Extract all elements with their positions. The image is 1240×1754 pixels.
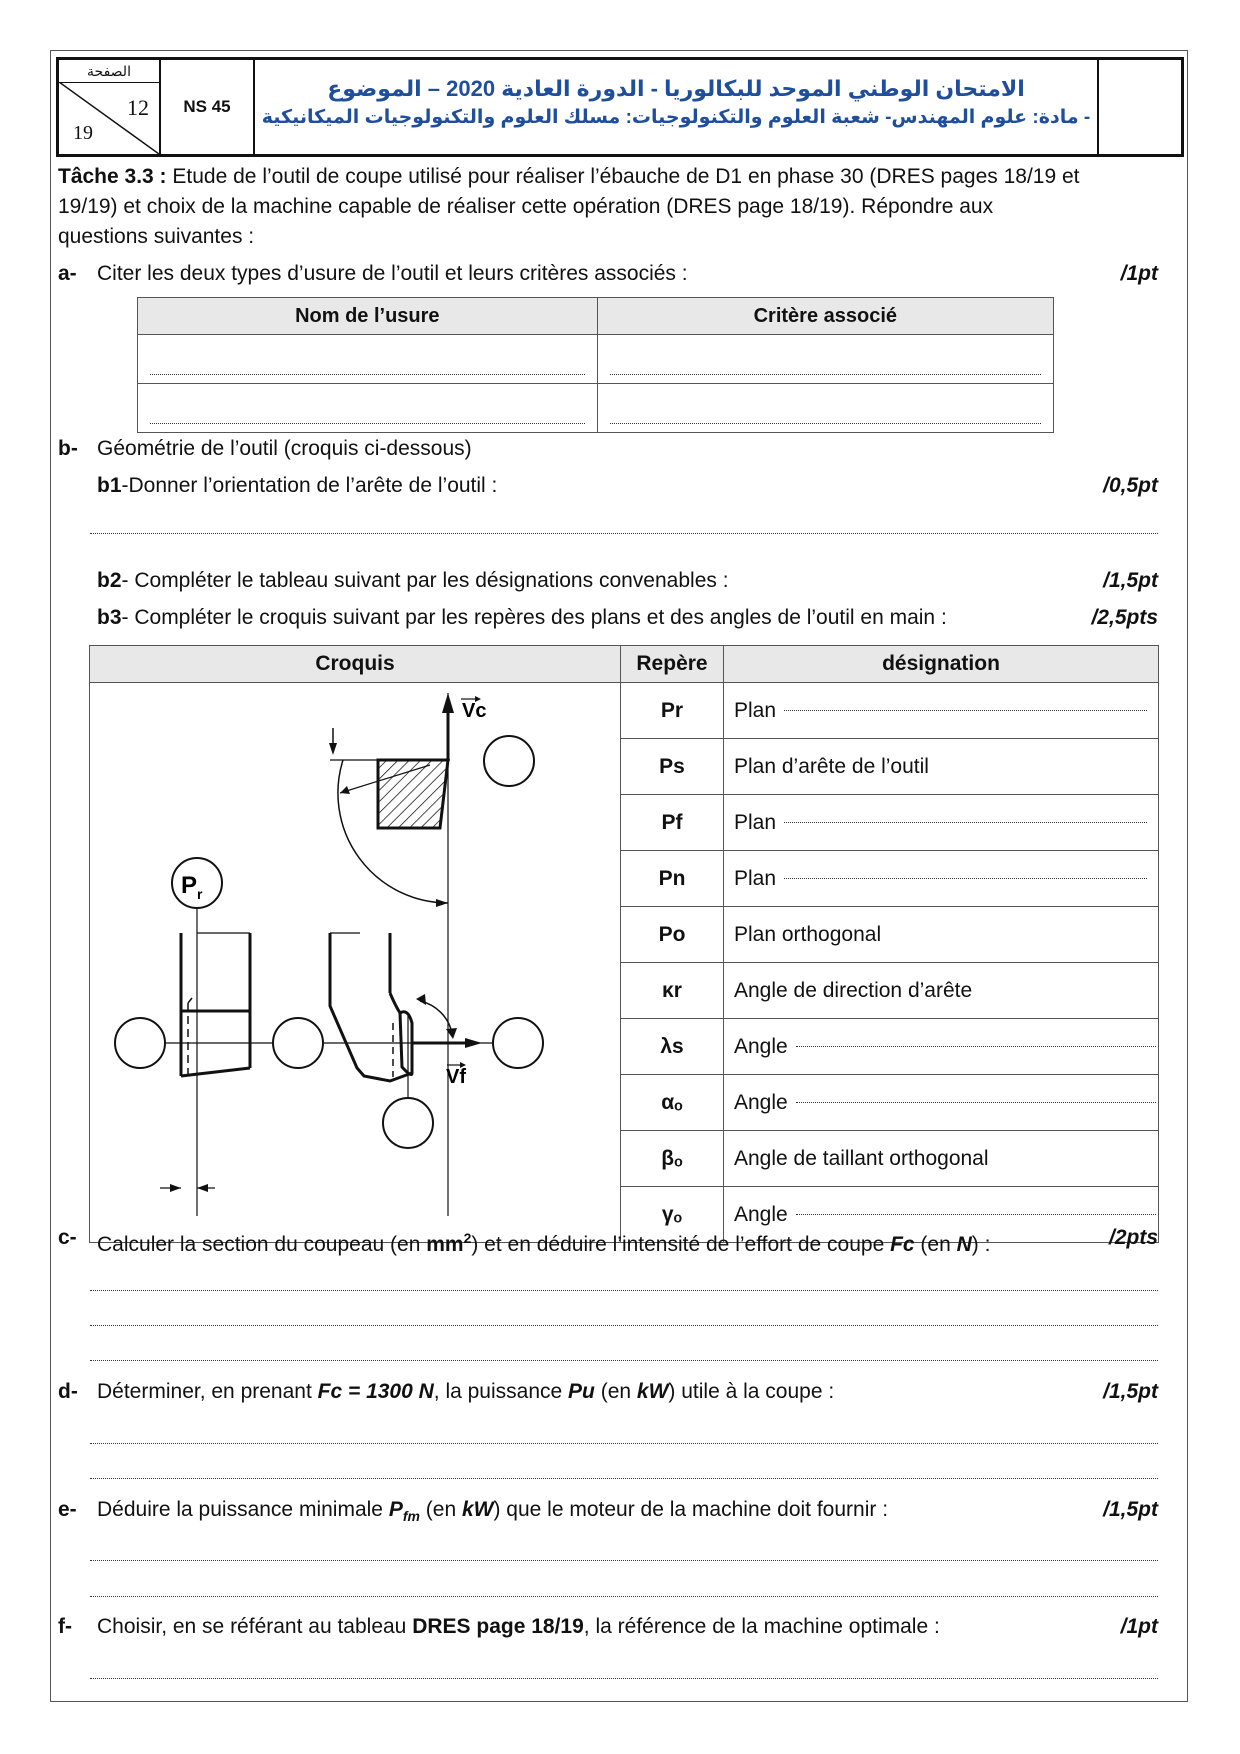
q-b1-points: /0,5pt [1103, 474, 1158, 497]
des-pn-blank[interactable] [784, 878, 1147, 879]
rep-kr: κr [621, 963, 724, 1019]
tool-sketch [90, 683, 618, 1221]
title-line-1: الامتحان الوطني الموحد للبكالوريا - الدورة العادية 2020 – الموضوع [327, 76, 1025, 101]
answer-line-c-1[interactable] [90, 1290, 1158, 1291]
wear-col-name: Nom de l’usure [138, 298, 598, 335]
wear-table [137, 297, 1054, 433]
answer-line-d-2[interactable] [90, 1478, 1158, 1479]
des-pr-text: Plan [734, 698, 777, 722]
q-c-points: /2pts [1108, 1226, 1158, 1249]
rep-pn: Pn [621, 851, 724, 907]
blank-circle-mid[interactable] [273, 1018, 323, 1068]
pr-letter: P [181, 872, 198, 899]
q-e-text-c: ) que le moteur de la machine doit fournir : [493, 1498, 889, 1521]
q-c-n: N [956, 1233, 972, 1256]
wear-name-input-2[interactable] [138, 384, 598, 433]
wear-name-input-1[interactable] [138, 335, 598, 384]
q-d-text-a: Déterminer, en prenant [97, 1380, 318, 1403]
page-number: 12 [127, 95, 149, 120]
q-e-points: /1,5pt [1103, 1498, 1158, 1521]
exam-header [56, 57, 1184, 157]
task-intro [58, 162, 1168, 252]
exam-code: NS 45 [161, 60, 255, 154]
des-ps: Plan d’arête de l’outil [724, 739, 1159, 795]
tool-geometry-table [89, 645, 1159, 1243]
q-f-label: f- [58, 1615, 72, 1638]
q-d-text-d: ) utile à la coupe : [668, 1380, 835, 1403]
des-pr[interactable] [724, 683, 1159, 739]
vf-label: Vf [446, 1066, 466, 1088]
des-alpha-o[interactable] [724, 1075, 1159, 1131]
tool-sketch-cell [90, 683, 621, 1243]
q-c-text-b: ) et en déduire l’intensité de l’effort de coupe [471, 1233, 891, 1256]
q-b3 [97, 603, 947, 633]
q-b3-text: - Compléter le croquis suivant par les repères des plans et des angles de l’outil en main : [121, 606, 947, 629]
q-e-text-a: Déduire la puissance minimale [97, 1498, 389, 1521]
q-d-kw: kW [636, 1380, 669, 1403]
rep-pf: Pf [621, 795, 724, 851]
q-e-kw: kW [461, 1498, 494, 1521]
q-e-psub: fm [402, 1508, 420, 1525]
page-number-box [59, 60, 161, 154]
q-e-label: e- [58, 1498, 77, 1521]
answer-line-f-1[interactable] [90, 1678, 1158, 1679]
q-d-text-c: (en [594, 1380, 637, 1403]
q-b2 [97, 566, 729, 596]
tool-bottom-outline [330, 933, 412, 1081]
blank-circle-top[interactable] [484, 736, 534, 786]
q-f-text [97, 1612, 940, 1642]
q-f-dres: DRES page 18/19 [412, 1615, 584, 1638]
des-alpha-o-blank[interactable] [796, 1102, 1156, 1103]
q-d-pu: Pu [568, 1380, 595, 1403]
des-pn-text: Plan [734, 866, 777, 890]
exam-title [255, 60, 1099, 154]
q-b-label: b- [58, 437, 78, 460]
q-a-points: /1pt [1120, 262, 1158, 285]
rep-ps: Ps [621, 739, 724, 795]
rep-gamma-o: γₒ [621, 1187, 724, 1243]
des-pf[interactable] [724, 795, 1159, 851]
wear-col-criterion: Critère associé [597, 298, 1053, 335]
answer-line-c-3[interactable] [90, 1360, 1158, 1361]
q-b3-points: /2,5pts [1091, 606, 1158, 629]
vc-label: Vc [462, 700, 487, 722]
q-c-label: c- [58, 1226, 77, 1249]
des-alpha-o-text: Angle [734, 1090, 788, 1114]
des-kr: Angle de direction d’arête [724, 963, 1159, 1019]
q-d-fc: Fc = 1300 N [317, 1380, 434, 1403]
des-gamma-o-blank[interactable] [796, 1214, 1156, 1215]
q-c-text-c: (en [914, 1233, 957, 1256]
q-b2-label: b2 [97, 569, 122, 592]
q-c-sup: 2 [463, 1230, 472, 1246]
q-b3-label: b3 [97, 606, 122, 629]
rep-beta-o: βₒ [621, 1131, 724, 1187]
q-e-text-b: (en [419, 1498, 462, 1521]
des-pr-blank[interactable] [784, 710, 1147, 711]
task-line-3: questions suivantes : [58, 225, 255, 248]
col-repere: Repère [621, 646, 724, 683]
des-gamma-o-text: Angle [734, 1202, 788, 1226]
q-b2-text: - Compléter le tableau suivant par les désignations convenables : [121, 569, 729, 592]
des-pn[interactable] [724, 851, 1159, 907]
header-blank-cell [1099, 60, 1181, 154]
page-total: 19 [73, 122, 93, 144]
q-b1 [97, 471, 497, 501]
pr-subscript: r [197, 886, 203, 902]
answer-line-d-1[interactable] [90, 1443, 1158, 1444]
title-line-2: - مادة: علوم المهندس- شعبة العلوم والتكنولوجيات: مسلك العلوم والتكنولوجيات الميكانيكية [261, 107, 1091, 128]
task-line-2: 19/19) et choix de la machine capable de réaliser cette opération (DRES page 18/19). Répondre aux [58, 195, 994, 218]
col-croquis: Croquis [90, 646, 621, 683]
q-d-text-b: , la puissance [433, 1380, 569, 1403]
blank-circle-left[interactable] [115, 1018, 165, 1068]
col-designation: désignation [724, 646, 1159, 683]
q-f-points: /1pt [1120, 1615, 1158, 1638]
answer-line-e-2[interactable] [90, 1596, 1158, 1597]
q-d-text [97, 1377, 834, 1407]
wear-criterion-input-1[interactable] [597, 335, 1053, 384]
q-c-text-d: ) : [971, 1233, 991, 1256]
des-lambda-s[interactable] [724, 1019, 1159, 1075]
q-b1-label: b1 [97, 474, 122, 497]
rep-pr: Pr [621, 683, 724, 739]
q-b2-points: /1,5pt [1103, 569, 1158, 592]
blank-circle-bottom[interactable] [383, 1098, 433, 1148]
q-e-p: P [388, 1498, 403, 1521]
des-lambda-s-blank[interactable] [796, 1046, 1156, 1047]
angle-arc-bottom [420, 1001, 452, 1033]
des-beta-o: Angle de taillant orthogonal [724, 1131, 1159, 1187]
q-b-text: Géométrie de l’outil (croquis ci-dessous) [97, 437, 472, 460]
q-e-text [97, 1495, 888, 1531]
q-c-fc: Fc [890, 1233, 915, 1256]
q-c-text [97, 1223, 990, 1260]
des-po: Plan orthogonal [724, 907, 1159, 963]
q-c-unit: mm [426, 1233, 464, 1256]
task-label: Tâche 3.3 : [58, 165, 167, 188]
q-f-text-b: , la référence de la machine optimale : [583, 1615, 940, 1638]
des-pf-blank[interactable] [784, 822, 1147, 823]
des-pf-text: Plan [734, 810, 777, 834]
q-c-text-a: Calculer la section du coupeau (en [97, 1233, 427, 1256]
blank-circle-right[interactable] [493, 1018, 543, 1068]
q-d-label: d- [58, 1380, 78, 1403]
rep-po: Po [621, 907, 724, 963]
answer-line-e-1[interactable] [90, 1560, 1158, 1561]
page-label: الصفحة [59, 62, 159, 83]
des-lambda-s-text: Angle [734, 1034, 788, 1058]
answer-line-b1[interactable] [90, 533, 1158, 534]
wear-criterion-input-2[interactable] [597, 384, 1053, 433]
q-a-label: a- [58, 262, 77, 285]
q-a-text: Citer les deux types d’usure de l’outil et leurs critères associés : [97, 262, 688, 285]
q-d-points: /1,5pt [1103, 1380, 1158, 1403]
rep-alpha-o: αₒ [621, 1075, 724, 1131]
answer-line-c-2[interactable] [90, 1325, 1158, 1326]
q-f-text-a: Choisir, en se référant au tableau [97, 1615, 413, 1638]
task-line-1: Etude de l’outil de coupe utilisé pour réaliser l’ébauche de D1 en phase 30 (DRES pages 18/19 et [172, 165, 1080, 188]
q-b1-text: -Donner l’orientation de l’arête de l’outil : [121, 474, 498, 497]
rep-lambda-s: λs [621, 1019, 724, 1075]
